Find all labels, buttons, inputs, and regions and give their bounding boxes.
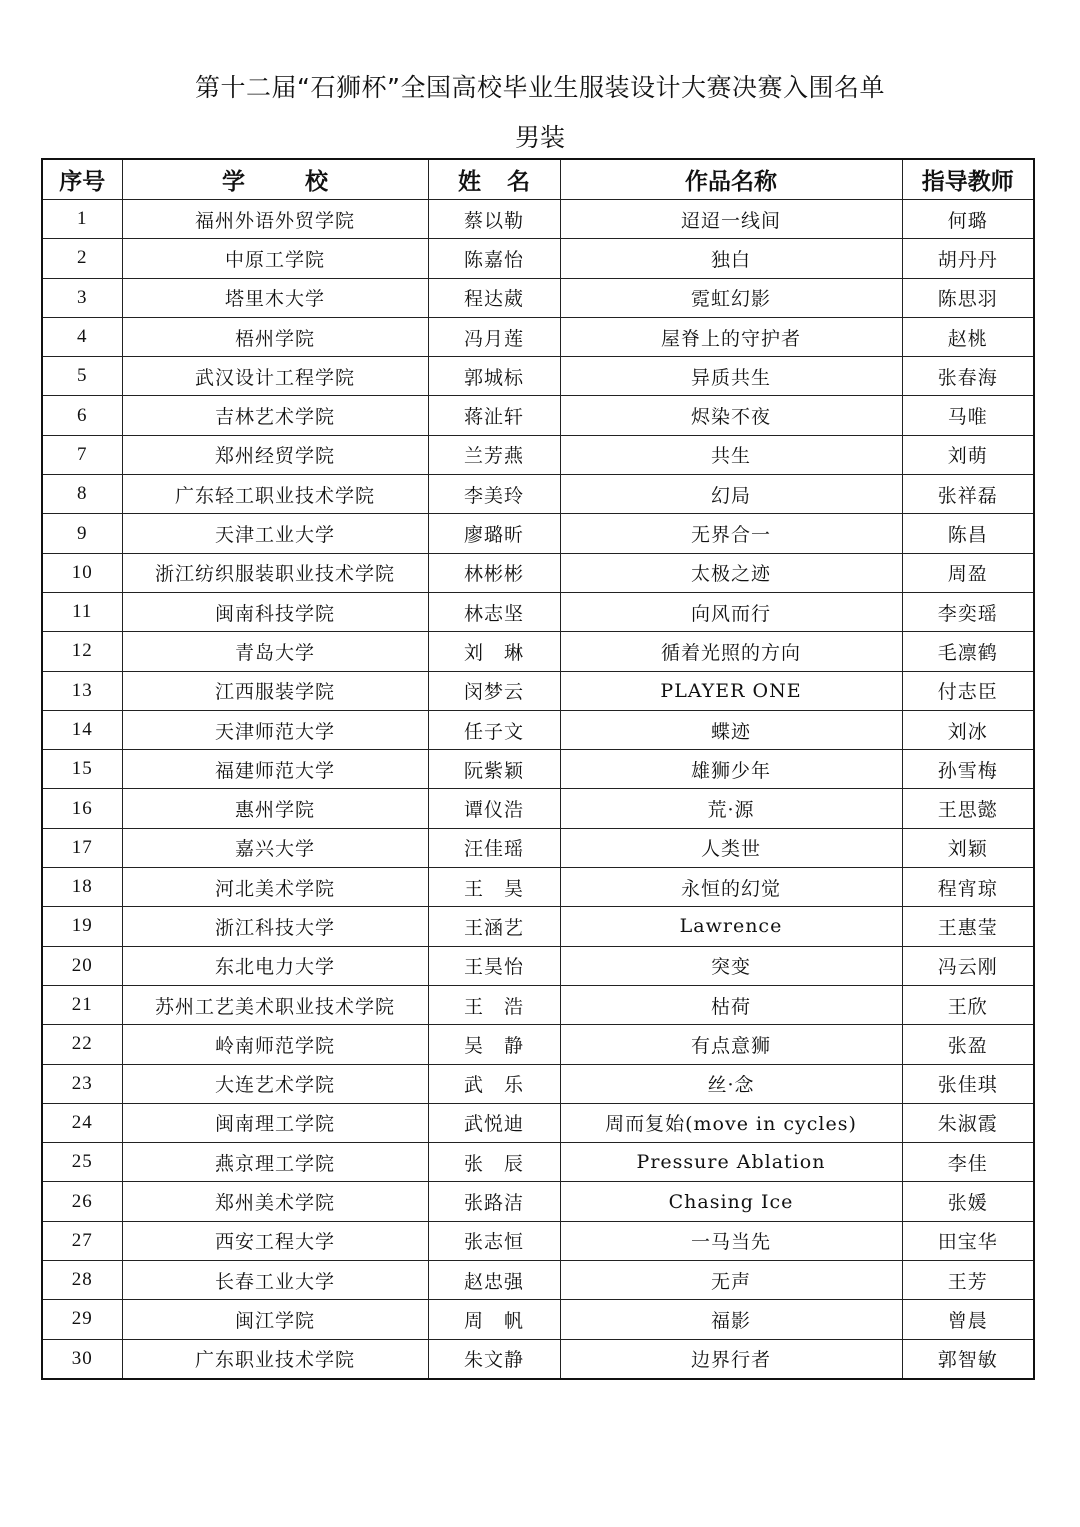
work-title: 独白 xyxy=(560,239,902,278)
tutor-name: 刘萌 xyxy=(902,435,1034,474)
tutor-name: 刘颖 xyxy=(902,828,1034,867)
student-name: 武悦迪 xyxy=(428,1103,560,1142)
school-name: 福建师范大学 xyxy=(122,750,428,789)
row-number: 20 xyxy=(42,946,122,985)
work-title: PLAYER ONE xyxy=(560,671,902,710)
row-number: 14 xyxy=(42,710,122,749)
table-row xyxy=(42,632,1034,671)
school-name: 嘉兴大学 xyxy=(122,828,428,867)
student-name: 王昊怡 xyxy=(428,946,560,985)
table-row xyxy=(42,239,1034,278)
tutor-name: 张春海 xyxy=(902,357,1034,396)
student-name: 郭城标 xyxy=(428,357,560,396)
header-school-label: 学校 xyxy=(222,169,388,195)
student-name: 汪佳瑶 xyxy=(428,828,560,867)
student-name: 李美玲 xyxy=(428,475,560,514)
table-row xyxy=(42,475,1034,514)
row-number: 19 xyxy=(42,907,122,946)
school-name: 青岛大学 xyxy=(122,632,428,671)
tutor-name: 陈昌 xyxy=(902,514,1034,553)
school-name: 塔里木大学 xyxy=(122,278,428,317)
school-name: 郑州经贸学院 xyxy=(122,435,428,474)
work-title: Lawrence xyxy=(560,907,902,946)
student-name: 周 帆 xyxy=(428,1300,560,1339)
table-row xyxy=(42,750,1034,789)
row-number: 3 xyxy=(42,278,122,317)
row-number: 6 xyxy=(42,396,122,435)
work-title: 迢迢一线间 xyxy=(560,200,902,239)
row-number: 25 xyxy=(42,1143,122,1182)
tutor-name: 郭智敏 xyxy=(902,1339,1034,1379)
header-school xyxy=(122,159,428,200)
tutor-name: 赵桃 xyxy=(902,317,1034,356)
work-title: 一马当先 xyxy=(560,1221,902,1260)
student-name: 武 乐 xyxy=(428,1064,560,1103)
tutor-name: 朱淑霞 xyxy=(902,1103,1034,1142)
tutor-name: 孙雪梅 xyxy=(902,750,1034,789)
student-name: 蒋沚轩 xyxy=(428,396,560,435)
school-name: 西安工程大学 xyxy=(122,1221,428,1260)
table-row xyxy=(42,1261,1034,1300)
school-name: 梧州学院 xyxy=(122,317,428,356)
work-title: 福影 xyxy=(560,1300,902,1339)
tutor-name: 周盈 xyxy=(902,553,1034,592)
student-name: 张路洁 xyxy=(428,1182,560,1221)
row-number: 29 xyxy=(42,1300,122,1339)
school-name: 惠州学院 xyxy=(122,789,428,828)
school-name: 岭南师范学院 xyxy=(122,1025,428,1064)
school-name: 大连艺术学院 xyxy=(122,1064,428,1103)
student-name: 任子文 xyxy=(428,710,560,749)
work-title: 周而复始(move in cycles) xyxy=(560,1103,902,1142)
row-number: 10 xyxy=(42,553,122,592)
table-row xyxy=(42,1300,1034,1339)
school-name: 闽江学院 xyxy=(122,1300,428,1339)
row-number: 13 xyxy=(42,671,122,710)
work-title: 太极之迹 xyxy=(560,553,902,592)
student-name: 林彬彬 xyxy=(428,553,560,592)
header-tutor: 指导教师 xyxy=(902,159,1034,200)
student-name: 朱文静 xyxy=(428,1339,560,1379)
student-name: 蔡以勒 xyxy=(428,200,560,239)
table-row xyxy=(42,1339,1034,1379)
tutor-name: 毛凛鹤 xyxy=(902,632,1034,671)
row-number: 7 xyxy=(42,435,122,474)
work-title: 屋脊上的守护者 xyxy=(560,317,902,356)
school-name: 广东职业技术学院 xyxy=(122,1339,428,1379)
student-name: 冯月莲 xyxy=(428,317,560,356)
header-name xyxy=(428,159,560,200)
table-row xyxy=(42,317,1034,356)
tutor-name: 程宵琼 xyxy=(902,868,1034,907)
tutor-name: 张盈 xyxy=(902,1025,1034,1064)
tutor-name: 张祥磊 xyxy=(902,475,1034,514)
work-title: 烬染不夜 xyxy=(560,396,902,435)
school-name: 郑州美术学院 xyxy=(122,1182,428,1221)
student-name: 阮紫颖 xyxy=(428,750,560,789)
row-number: 2 xyxy=(42,239,122,278)
student-name: 谭仪浩 xyxy=(428,789,560,828)
student-name: 张志恒 xyxy=(428,1221,560,1260)
student-name: 王 昊 xyxy=(428,868,560,907)
table-row xyxy=(42,789,1034,828)
document-subtitle: 男装 xyxy=(514,123,565,152)
table-row xyxy=(42,828,1034,867)
work-title: 向风而行 xyxy=(560,592,902,631)
tutor-name: 王思懿 xyxy=(902,789,1034,828)
table-row xyxy=(42,1025,1034,1064)
work-title: 永恒的幻觉 xyxy=(560,868,902,907)
school-name: 吉林艺术学院 xyxy=(122,396,428,435)
school-name: 福州外语外贸学院 xyxy=(122,200,428,239)
row-number: 4 xyxy=(42,317,122,356)
tutor-name: 陈思羽 xyxy=(902,278,1034,317)
row-number: 24 xyxy=(42,1103,122,1142)
table-row xyxy=(42,985,1034,1024)
row-number: 27 xyxy=(42,1221,122,1260)
table-row xyxy=(42,514,1034,553)
row-number: 16 xyxy=(42,789,122,828)
row-number: 1 xyxy=(42,200,122,239)
school-name: 浙江科技大学 xyxy=(122,907,428,946)
table-row xyxy=(42,710,1034,749)
tutor-name: 马唯 xyxy=(902,396,1034,435)
work-title: 霓虹幻影 xyxy=(560,278,902,317)
table-header-row xyxy=(42,159,1034,200)
school-name: 苏州工艺美术职业技术学院 xyxy=(122,985,428,1024)
tutor-name: 李佳 xyxy=(902,1143,1034,1182)
student-name: 张 辰 xyxy=(428,1143,560,1182)
work-title: 雄狮少年 xyxy=(560,750,902,789)
tutor-name: 王欣 xyxy=(902,985,1034,1024)
row-number: 11 xyxy=(42,592,122,631)
header-name-label: 姓名 xyxy=(458,169,556,195)
work-title: 枯荷 xyxy=(560,985,902,1024)
tutor-name: 张媛 xyxy=(902,1182,1034,1221)
table-row xyxy=(42,553,1034,592)
student-name: 廖璐昕 xyxy=(428,514,560,553)
table-row xyxy=(42,396,1034,435)
table-row xyxy=(42,278,1034,317)
school-name: 闽南理工学院 xyxy=(122,1103,428,1142)
work-title: 无界合一 xyxy=(560,514,902,553)
tutor-name: 胡丹丹 xyxy=(902,239,1034,278)
student-name: 刘 琳 xyxy=(428,632,560,671)
work-title: 无声 xyxy=(560,1261,902,1300)
work-title: 荒·源 xyxy=(560,789,902,828)
table-body xyxy=(42,200,1034,1379)
row-number: 26 xyxy=(42,1182,122,1221)
tutor-name: 曾晨 xyxy=(902,1300,1034,1339)
school-name: 河北美术学院 xyxy=(122,868,428,907)
work-title: 循着光照的方向 xyxy=(560,632,902,671)
work-title: 人类世 xyxy=(560,828,902,867)
table-row xyxy=(42,1143,1034,1182)
work-title: 丝·念 xyxy=(560,1064,902,1103)
tutor-name: 李奕瑶 xyxy=(902,592,1034,631)
work-title: 边界行者 xyxy=(560,1339,902,1379)
row-number: 21 xyxy=(42,985,122,1024)
row-number: 18 xyxy=(42,868,122,907)
tutor-name: 王芳 xyxy=(902,1261,1034,1300)
school-name: 东北电力大学 xyxy=(122,946,428,985)
row-number: 17 xyxy=(42,828,122,867)
row-number: 8 xyxy=(42,475,122,514)
work-title: 蝶迹 xyxy=(560,710,902,749)
tutor-name: 张佳琪 xyxy=(902,1064,1034,1103)
school-name: 浙江纺织服装职业技术学院 xyxy=(122,553,428,592)
work-title: Chasing Ice xyxy=(560,1182,902,1221)
student-name: 程达葳 xyxy=(428,278,560,317)
tutor-name: 何璐 xyxy=(902,200,1034,239)
header-no: 序号 xyxy=(42,159,122,200)
school-name: 武汉设计工程学院 xyxy=(122,357,428,396)
school-name: 中原工学院 xyxy=(122,239,428,278)
school-name: 闽南科技学院 xyxy=(122,592,428,631)
school-name: 天津工业大学 xyxy=(122,514,428,553)
student-name: 王 浩 xyxy=(428,985,560,1024)
work-title: 幻局 xyxy=(560,475,902,514)
table-row xyxy=(42,946,1034,985)
row-number: 15 xyxy=(42,750,122,789)
table-row xyxy=(42,907,1034,946)
tutor-name: 王惠莹 xyxy=(902,907,1034,946)
school-name: 天津师范大学 xyxy=(122,710,428,749)
row-number: 23 xyxy=(42,1064,122,1103)
student-name: 赵忠强 xyxy=(428,1261,560,1300)
tutor-name: 冯云刚 xyxy=(902,946,1034,985)
work-title: 突变 xyxy=(560,946,902,985)
row-number: 9 xyxy=(42,514,122,553)
work-title: 有点意狮 xyxy=(560,1025,902,1064)
table-row xyxy=(42,435,1034,474)
row-number: 5 xyxy=(42,357,122,396)
table-row xyxy=(42,1182,1034,1221)
student-name: 吴 静 xyxy=(428,1025,560,1064)
school-name: 江西服装学院 xyxy=(122,671,428,710)
row-number: 12 xyxy=(42,632,122,671)
student-name: 兰芳燕 xyxy=(428,435,560,474)
table-row xyxy=(42,671,1034,710)
work-title: 共生 xyxy=(560,435,902,474)
table-row xyxy=(42,592,1034,631)
table-row xyxy=(42,1221,1034,1260)
document-title: 第十二届“石狮杯”全国高校毕业生服装设计大赛决赛入围名单 xyxy=(195,73,885,102)
work-title: Pressure Ablation xyxy=(560,1143,902,1182)
tutor-name: 付志臣 xyxy=(902,671,1034,710)
student-name: 陈嘉怡 xyxy=(428,239,560,278)
tutor-name: 田宝华 xyxy=(902,1221,1034,1260)
school-name: 广东轻工职业技术学院 xyxy=(122,475,428,514)
work-title: 异质共生 xyxy=(560,357,902,396)
finalist-table xyxy=(41,158,1035,1380)
table-row xyxy=(42,1064,1034,1103)
table-row xyxy=(42,868,1034,907)
school-name: 长春工业大学 xyxy=(122,1261,428,1300)
student-name: 林志坚 xyxy=(428,592,560,631)
row-number: 22 xyxy=(42,1025,122,1064)
table-row xyxy=(42,200,1034,239)
header-work: 作品名称 xyxy=(560,159,902,200)
row-number: 28 xyxy=(42,1261,122,1300)
table-row xyxy=(42,357,1034,396)
student-name: 王涵艺 xyxy=(428,907,560,946)
school-name: 燕京理工学院 xyxy=(122,1143,428,1182)
row-number: 30 xyxy=(42,1339,122,1379)
student-name: 闵梦云 xyxy=(428,671,560,710)
tutor-name: 刘冰 xyxy=(902,710,1034,749)
table-row xyxy=(42,1103,1034,1142)
